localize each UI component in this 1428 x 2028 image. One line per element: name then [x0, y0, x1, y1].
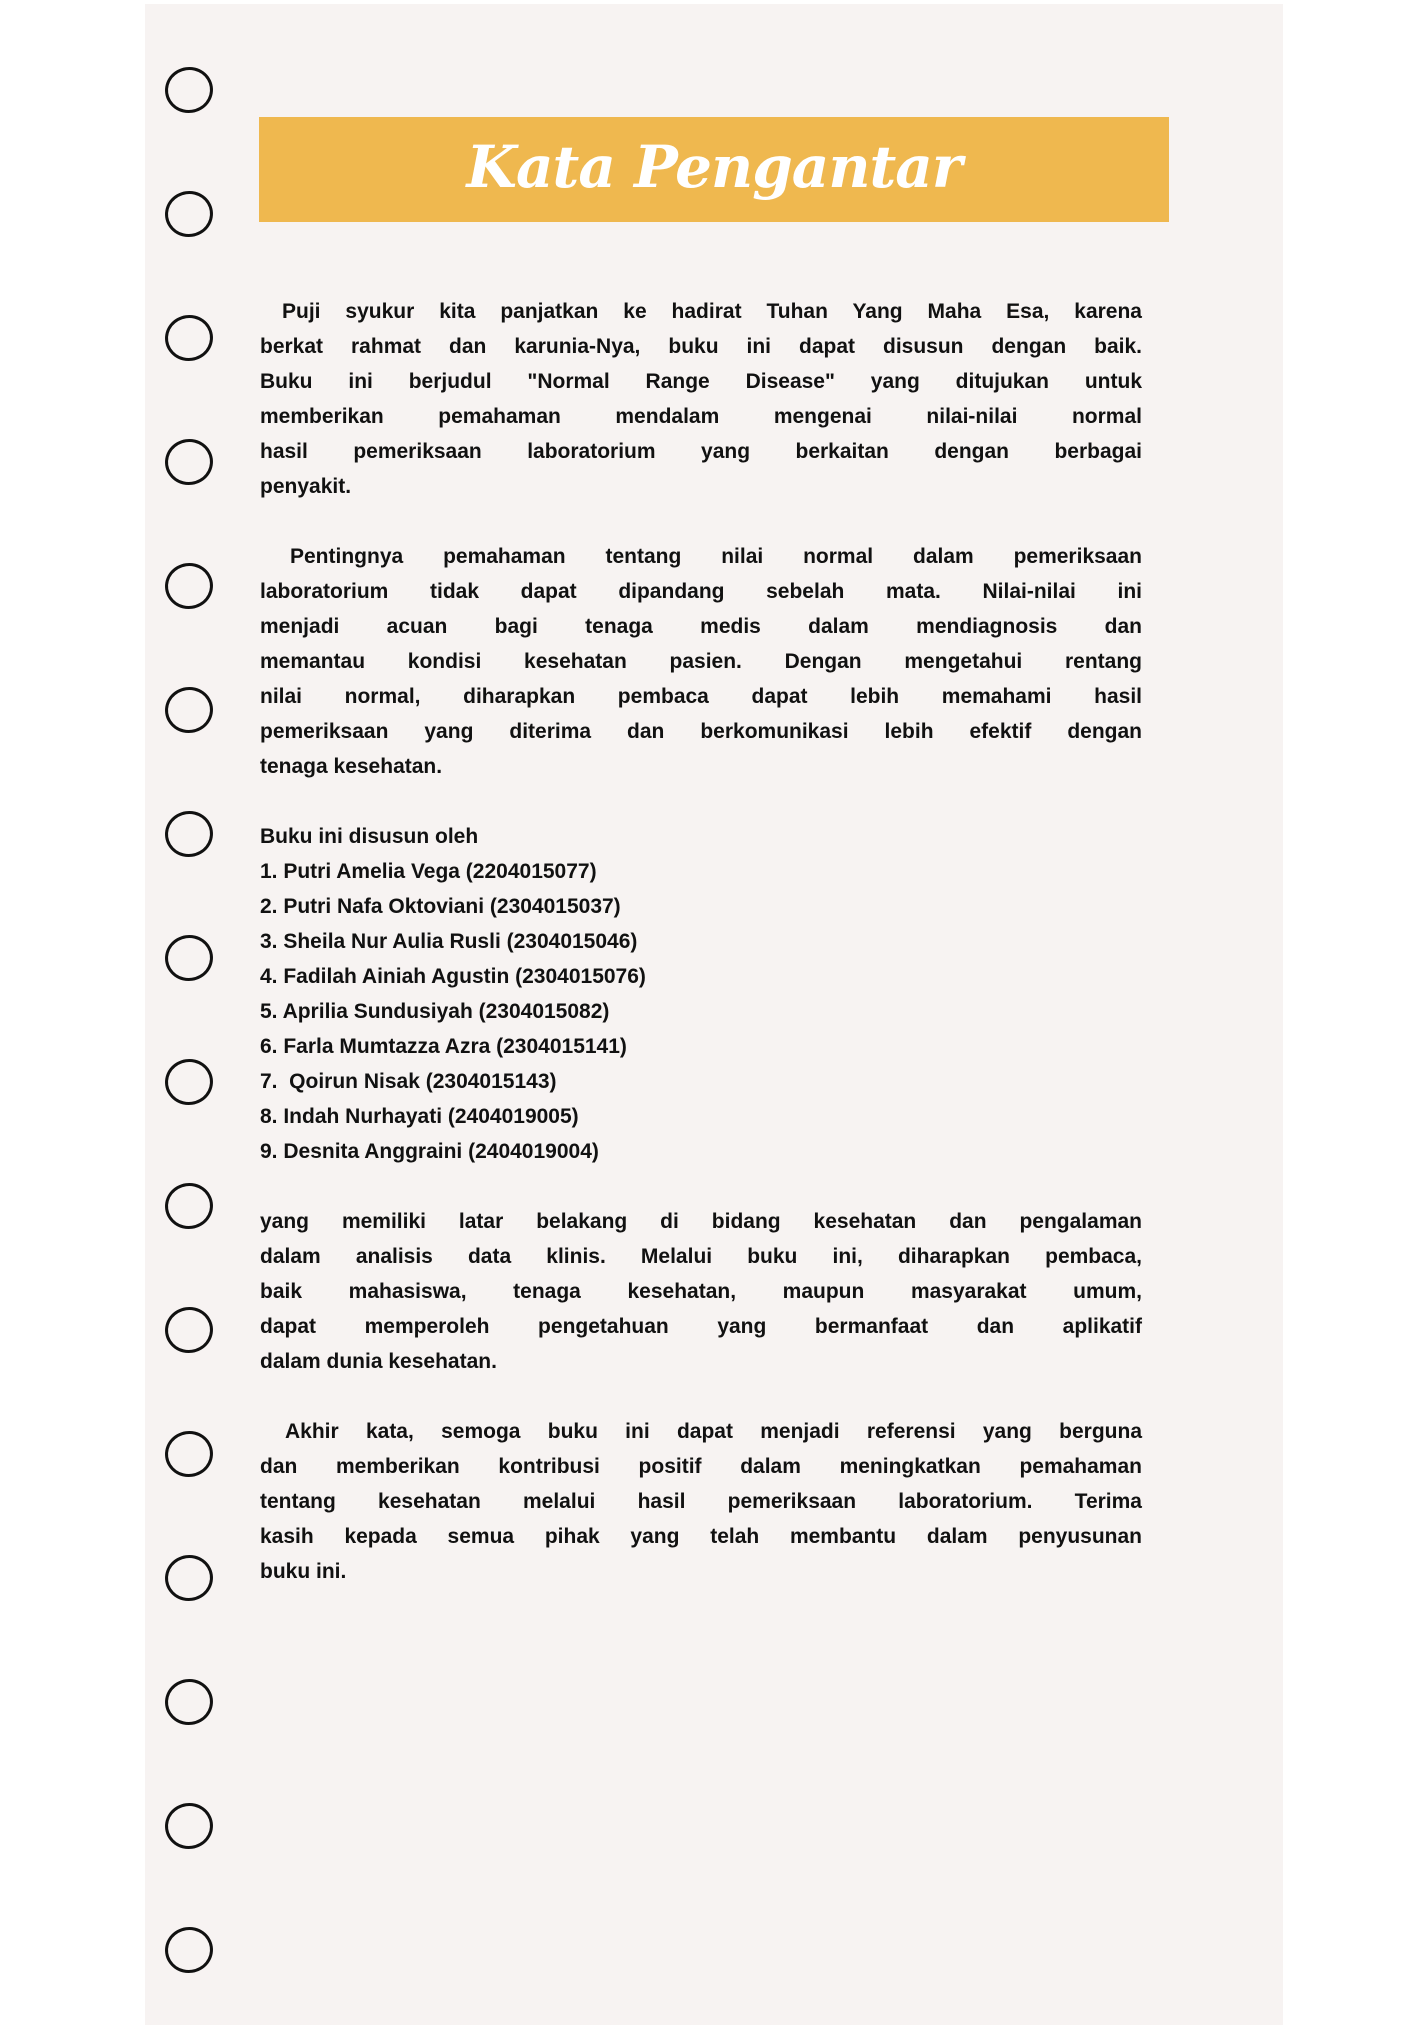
- author-item: 7. Qoirun Nisak (2304015143): [260, 1070, 557, 1093]
- binder-ring-icon: [162, 1304, 216, 1356]
- paragraph-closing: [260, 1414, 1142, 1589]
- binder-ring-icon: [162, 684, 216, 736]
- binder-ring-icon: [162, 312, 216, 364]
- text-line: hasil pemeriksaan laboratorium yang berkaitan dengan berbagai: [260, 440, 1142, 463]
- text-line: memberikan pemahaman mendalam mengenai nilai-nilai normal: [260, 405, 1142, 428]
- text-line: menjadi acuan bagi tenaga medis dalam mendiagnosis dan: [260, 615, 1142, 638]
- binder-ring-icon: [162, 932, 216, 984]
- paragraph-gap: [260, 784, 1142, 819]
- author-item: 4. Fadilah Ainiah Agustin (2304015076): [260, 965, 646, 988]
- author-item: 3. Sheila Nur Aulia Rusli (2304015046): [260, 930, 638, 953]
- text-line: Buku ini berjudul "Normal Range Disease" yang ditujukan untuk: [260, 370, 1142, 393]
- text-line: berkat rahmat dan karunia-Nya, buku ini dapat disusun dengan baik.: [260, 335, 1142, 358]
- binder-ring-icon: [162, 1676, 216, 1728]
- binder-ring-icon: [162, 64, 216, 116]
- binder-ring-icon: [162, 808, 216, 860]
- text-line: Akhir kata, semoga buku ini dapat menjadi referensi yang berguna: [285, 1420, 1142, 1443]
- binder-ring-icon: [162, 1428, 216, 1480]
- binder-ring-icon: [162, 436, 216, 488]
- binder-ring-icon: [162, 560, 216, 612]
- text-line: tenaga kesehatan.: [260, 755, 443, 778]
- author-item: 5. Aprilia Sundusiyah (2304015082): [260, 1000, 610, 1023]
- binder-ring-icon: [162, 1800, 216, 1852]
- binder-ring-icon: [162, 188, 216, 240]
- text-line: Pentingnya pemahaman tentang nilai normal dalam pemeriksaan: [290, 545, 1142, 568]
- text-line: pemeriksaan yang diterima dan berkomunikasi lebih efektif dengan: [260, 720, 1142, 743]
- author-item: 8. Indah Nurhayati (2404019005): [260, 1105, 579, 1128]
- paragraph-intro: [260, 294, 1142, 504]
- text-line: tentang kesehatan melalui hasil pemeriksaan laboratorium. Terima: [260, 1490, 1142, 1513]
- binder-ring-icon: [162, 1056, 216, 1108]
- text-line: penyakit.: [260, 475, 352, 498]
- text-line: memantau kondisi kesehatan pasien. Dengan mengetahui rentang: [260, 650, 1142, 673]
- text-line: dalam dunia kesehatan.: [260, 1350, 497, 1373]
- document-page: [145, 4, 1283, 2025]
- paragraph-gap: [260, 1379, 1142, 1414]
- text-line: dalam analisis data klinis. Melalui buku ini, diharapkan pembaca,: [260, 1245, 1142, 1268]
- binder-ring-icon: [162, 1924, 216, 1976]
- author-item: 9. Desnita Anggraini (2404019004): [260, 1140, 599, 1163]
- author-item: 1. Putri Amelia Vega (2204015077): [260, 860, 597, 883]
- text-line: Puji syukur kita panjatkan ke hadirat Tuhan Yang Maha Esa, karena: [282, 300, 1142, 323]
- text-line: buku ini.: [260, 1560, 347, 1583]
- paragraph-gap: [260, 504, 1142, 539]
- text-line: nilai normal, diharapkan pembaca dapat lebih memahami hasil: [260, 685, 1142, 708]
- author-item: 6. Farla Mumtazza Azra (2304015141): [260, 1035, 627, 1058]
- binder-ring-icon: [162, 1180, 216, 1232]
- text-line: yang memiliki latar belakang di bidang kesehatan dan pengalaman: [260, 1210, 1142, 1233]
- text-line: baik mahasiswa, tenaga kesehatan, maupun masyarakat umum,: [260, 1280, 1142, 1303]
- paragraph-importance: [260, 539, 1142, 784]
- paragraph-gap: [260, 1169, 1142, 1204]
- document-body: [260, 294, 1142, 1589]
- authors-heading: Buku ini disusun oleh: [260, 825, 479, 848]
- binder-ring-icon: [162, 1552, 216, 1604]
- author-item: 2. Putri Nafa Oktoviani (2304015037): [260, 895, 621, 918]
- authors-list: [260, 819, 1142, 1169]
- title-banner: [259, 117, 1169, 222]
- page-title: Kata Pengantar: [466, 132, 962, 201]
- paragraph-background: [260, 1204, 1142, 1379]
- text-line: laboratorium tidak dapat dipandang sebelah mata. Nilai-nilai ini: [260, 580, 1142, 603]
- text-line: kasih kepada semua pihak yang telah membantu dalam penyusunan: [260, 1525, 1142, 1548]
- text-line: dan memberikan kontribusi positif dalam meningkatkan pemahaman: [260, 1455, 1142, 1478]
- text-line: dapat memperoleh pengetahuan yang bermanfaat dan aplikatif: [260, 1315, 1142, 1338]
